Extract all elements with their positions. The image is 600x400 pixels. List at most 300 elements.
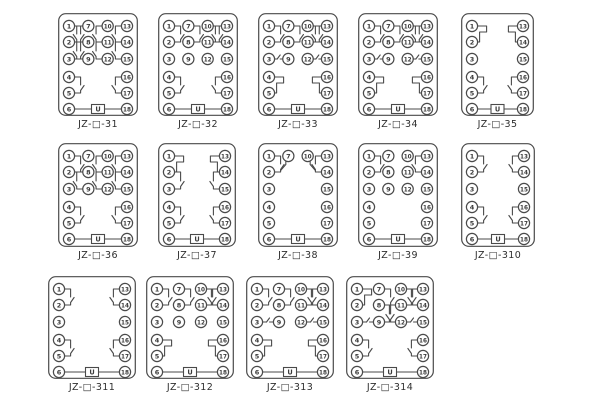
connection-line xyxy=(185,298,195,306)
coil-u-label: U xyxy=(89,368,95,377)
coil-u-label: U xyxy=(187,368,193,377)
terminal-number: 4 xyxy=(366,203,372,212)
terminal-number: 1 xyxy=(254,285,260,294)
terminal-4 xyxy=(466,201,477,212)
terminal-2 xyxy=(363,36,374,47)
terminal-number: 1 xyxy=(366,22,372,31)
relay-diagram xyxy=(346,276,434,394)
terminal-1 xyxy=(351,283,362,294)
connection-line xyxy=(512,156,518,164)
connection-line xyxy=(75,42,81,51)
terminal-number: 4 xyxy=(166,73,172,82)
terminal-14 xyxy=(321,166,332,177)
terminal-1 xyxy=(263,20,274,31)
terminal-6 xyxy=(53,366,64,377)
terminal-number: 6 xyxy=(266,235,272,244)
terminal-6 xyxy=(251,366,262,377)
connection-line xyxy=(413,26,419,34)
terminal-number: 5 xyxy=(366,219,372,228)
terminal-number: 16 xyxy=(219,338,227,345)
terminal-3 xyxy=(363,53,374,64)
terminal-number: 15 xyxy=(121,320,129,327)
terminal-14 xyxy=(119,299,130,310)
terminal-6 xyxy=(163,103,174,114)
terminal-number: 13 xyxy=(319,287,327,294)
terminal-number: 8 xyxy=(86,168,91,177)
terminal-17 xyxy=(317,350,328,361)
terminal-4 xyxy=(363,201,374,212)
terminal-1 xyxy=(363,150,374,161)
terminal-diagram-svg xyxy=(258,13,338,116)
terminal-number: 4 xyxy=(469,73,475,82)
relay-diagram xyxy=(146,276,234,394)
connection-line xyxy=(511,77,517,85)
terminal-14 xyxy=(317,299,328,310)
terminal-11 xyxy=(295,299,306,310)
terminal-5 xyxy=(63,217,74,228)
terminal-3 xyxy=(263,183,274,194)
terminal-number: 2 xyxy=(266,38,272,47)
terminal-number: 16 xyxy=(123,75,131,82)
terminal-14 xyxy=(518,166,529,177)
terminal-13 xyxy=(119,283,130,294)
connection-line xyxy=(75,216,85,224)
terminal-8 xyxy=(83,166,94,177)
connection-line xyxy=(175,26,181,34)
terminal-8 xyxy=(283,36,294,47)
terminal-16 xyxy=(321,71,332,82)
terminal-number: 2 xyxy=(66,38,72,47)
terminal-number: 3 xyxy=(56,318,62,327)
connection-line xyxy=(315,156,321,164)
connection-line xyxy=(408,349,418,357)
terminal-14 xyxy=(421,166,432,177)
terminal-7 xyxy=(173,283,184,294)
terminal-number: 14 xyxy=(219,303,227,310)
terminal-2 xyxy=(151,299,162,310)
terminal-13 xyxy=(518,150,529,161)
connection-line xyxy=(175,77,181,85)
terminal-12 xyxy=(395,316,406,327)
terminal-number: 18 xyxy=(323,237,331,244)
terminal-number: 3 xyxy=(66,185,72,194)
terminal-5 xyxy=(53,350,64,361)
terminal-15 xyxy=(517,53,528,64)
connection-line xyxy=(275,26,281,34)
terminal-15 xyxy=(317,316,328,327)
terminal-number: 5 xyxy=(266,89,272,98)
terminal-number: 13 xyxy=(221,154,229,161)
terminal-number: 10 xyxy=(103,24,112,31)
terminal-number: 4 xyxy=(266,203,272,212)
terminal-16 xyxy=(121,71,132,82)
terminal-17 xyxy=(219,217,230,228)
terminal-number: 15 xyxy=(323,187,331,194)
terminal-3 xyxy=(163,183,174,194)
terminal-14 xyxy=(121,166,132,177)
connection-line xyxy=(313,26,319,34)
terminal-12 xyxy=(295,316,306,327)
terminal-number: 5 xyxy=(66,89,72,98)
terminal-diagram-svg xyxy=(358,143,438,247)
terminal-3 xyxy=(63,183,74,194)
connection-line xyxy=(385,298,395,306)
connection-line xyxy=(411,318,414,322)
terminal-number: 17 xyxy=(219,354,227,361)
terminal-number: 5 xyxy=(166,219,172,228)
terminal-diagram-svg xyxy=(461,13,534,116)
terminal-6 xyxy=(466,103,477,114)
connection-line xyxy=(115,172,121,181)
connection-line xyxy=(96,26,102,34)
terminal-7 xyxy=(383,20,394,31)
coil-u-label: U xyxy=(194,235,200,244)
terminal-15 xyxy=(119,316,130,327)
terminal-number: 13 xyxy=(323,154,331,161)
terminal-number: 16 xyxy=(519,75,527,82)
terminal-10 xyxy=(202,20,213,31)
terminal-number: 5 xyxy=(154,352,160,361)
terminal-number: 7 xyxy=(176,285,182,294)
terminal-1 xyxy=(466,20,477,31)
connection-line xyxy=(215,26,221,34)
terminal-10 xyxy=(402,150,413,161)
terminal-number: 6 xyxy=(56,368,62,377)
terminal-number: 18 xyxy=(121,370,129,377)
terminal-number: 5 xyxy=(166,89,172,98)
connection-line xyxy=(212,86,222,94)
connection-line xyxy=(115,77,121,85)
relay-diagram xyxy=(158,13,238,131)
terminal-number: 2 xyxy=(254,301,260,310)
relay-diagram xyxy=(461,13,534,131)
terminal-8 xyxy=(83,36,94,47)
connection-line xyxy=(65,289,71,297)
connection-line xyxy=(96,42,102,51)
connection-line xyxy=(210,156,219,172)
connection-line xyxy=(363,349,373,357)
terminal-number: 14 xyxy=(423,170,431,177)
terminal-number: 1 xyxy=(66,152,72,161)
terminal-number: 17 xyxy=(221,221,229,228)
terminal-17 xyxy=(121,217,132,228)
terminal-13 xyxy=(221,20,232,31)
connection-line xyxy=(377,55,380,59)
terminal-17 xyxy=(518,217,529,228)
terminal-1 xyxy=(163,150,174,161)
connection-line xyxy=(508,26,517,42)
terminal-number: 15 xyxy=(319,320,327,327)
terminal-number: 4 xyxy=(166,203,172,212)
connection-line xyxy=(512,207,518,215)
terminal-number: 17 xyxy=(423,221,431,228)
connection-line xyxy=(263,340,272,356)
terminal-number: 10 xyxy=(103,154,112,161)
terminal-18 xyxy=(321,233,332,244)
terminal-17 xyxy=(217,350,228,361)
coil-u-label: U xyxy=(395,105,401,114)
terminal-17 xyxy=(119,350,130,361)
terminal-17 xyxy=(321,87,332,98)
terminal-6 xyxy=(363,103,374,114)
terminal-number: 17 xyxy=(423,91,431,98)
terminal-12 xyxy=(402,183,413,194)
terminal-number: 9 xyxy=(386,55,391,64)
terminal-14 xyxy=(421,36,432,47)
terminal-1 xyxy=(63,20,74,31)
terminal-number: 12 xyxy=(203,57,212,64)
coil-u-label: U xyxy=(387,368,393,377)
terminal-9 xyxy=(283,53,294,64)
terminal-number: 5 xyxy=(354,352,360,361)
connection-line xyxy=(294,26,300,34)
coil-u-label: U xyxy=(295,105,301,114)
terminal-number: 5 xyxy=(254,352,260,361)
terminal-2 xyxy=(263,166,274,177)
terminal-number: 1 xyxy=(469,22,475,31)
diagram-label: JZ-□-37 xyxy=(177,250,217,261)
terminal-number: 6 xyxy=(266,105,272,114)
relay-diagram xyxy=(48,276,136,394)
terminal-9 xyxy=(373,316,384,327)
terminal-number: 1 xyxy=(166,22,172,31)
coil-u-label: U xyxy=(95,105,101,114)
connection-line xyxy=(65,298,75,306)
terminal-17 xyxy=(417,350,428,361)
terminal-number: 14 xyxy=(221,170,229,177)
terminal-14 xyxy=(417,299,428,310)
terminal-number: 11 xyxy=(203,40,212,47)
terminal-4 xyxy=(363,71,374,82)
terminal-1 xyxy=(163,20,174,31)
terminal-16 xyxy=(518,201,529,212)
connection-line xyxy=(478,165,488,173)
connection-line xyxy=(175,156,184,172)
terminal-9 xyxy=(383,183,394,194)
connection-line xyxy=(175,216,185,224)
terminal-3 xyxy=(53,316,64,327)
coil-u-label: U xyxy=(295,235,301,244)
diagram-label: JZ-□-314 xyxy=(366,382,414,393)
terminal-number: 10 xyxy=(403,24,412,31)
terminal-1 xyxy=(53,283,64,294)
connection-line xyxy=(363,289,372,305)
terminal-number: 8 xyxy=(386,168,391,177)
terminal-number: 8 xyxy=(376,301,382,310)
terminal-5 xyxy=(251,350,262,361)
terminal-number: 10 xyxy=(303,154,312,161)
connection-line xyxy=(315,26,321,34)
terminal-diagram-svg xyxy=(246,276,334,379)
terminal-number: 7 xyxy=(86,22,91,31)
connection-line xyxy=(77,42,83,51)
connection-line xyxy=(415,156,421,164)
terminal-17 xyxy=(421,87,432,98)
connection-line xyxy=(478,156,484,164)
terminal-number: 3 xyxy=(366,55,372,64)
connection-line xyxy=(210,216,220,224)
terminal-18 xyxy=(421,103,432,114)
terminal-13 xyxy=(121,150,132,161)
connection-line xyxy=(110,298,120,306)
terminal-2 xyxy=(63,36,74,47)
terminal-12 xyxy=(195,316,206,327)
terminal-number: 1 xyxy=(469,152,475,161)
terminal-18 xyxy=(119,366,130,377)
connection-line xyxy=(75,26,81,34)
terminal-number: 17 xyxy=(519,91,527,98)
terminal-number: 15 xyxy=(423,57,431,64)
terminal-4 xyxy=(53,334,64,345)
terminal-18 xyxy=(518,233,529,244)
terminal-16 xyxy=(317,334,328,345)
terminal-2 xyxy=(466,166,477,177)
terminal-5 xyxy=(363,87,374,98)
terminal-10 xyxy=(295,283,306,294)
terminal-10 xyxy=(102,20,113,31)
connection-line xyxy=(267,318,270,322)
terminal-number: 14 xyxy=(423,40,431,47)
terminal-12 xyxy=(202,53,213,64)
connection-line xyxy=(213,172,219,181)
connection-line xyxy=(75,207,81,215)
terminal-number: 16 xyxy=(423,75,431,82)
terminal-5 xyxy=(151,350,162,361)
connection-line xyxy=(478,216,488,224)
terminal-2 xyxy=(263,36,274,47)
terminal-7 xyxy=(183,20,194,31)
connection-line xyxy=(415,26,421,34)
connection-line xyxy=(275,77,284,93)
connection-line xyxy=(112,86,122,94)
terminal-15 xyxy=(321,183,332,194)
terminal-11 xyxy=(202,36,213,47)
connection-line xyxy=(478,86,488,94)
terminal-number: 3 xyxy=(469,55,475,64)
terminal-16 xyxy=(517,71,528,82)
terminal-number: 4 xyxy=(56,336,62,345)
terminal-3 xyxy=(263,53,274,64)
terminal-3 xyxy=(466,53,477,64)
terminal-number: 17 xyxy=(419,354,427,361)
diagram-label: JZ-□-39 xyxy=(378,250,418,261)
terminal-14 xyxy=(321,36,332,47)
connection-line xyxy=(213,207,219,215)
terminal-number: 15 xyxy=(221,187,229,194)
terminal-number: 18 xyxy=(423,237,431,244)
terminal-4 xyxy=(163,71,174,82)
connection-line xyxy=(375,156,381,164)
terminal-18 xyxy=(517,103,528,114)
terminal-number: 18 xyxy=(423,107,431,114)
terminal-6 xyxy=(351,366,362,377)
terminal-4 xyxy=(466,71,477,82)
terminal-10 xyxy=(102,150,113,161)
terminal-number: 2 xyxy=(366,38,372,47)
terminal-11 xyxy=(395,299,406,310)
terminal-18 xyxy=(121,103,132,114)
terminal-number: 10 xyxy=(303,24,312,31)
terminal-15 xyxy=(518,183,529,194)
terminal-3 xyxy=(363,183,374,194)
terminal-2 xyxy=(163,166,174,177)
terminal-11 xyxy=(402,166,413,177)
diagram-label: JZ-□-31 xyxy=(78,119,118,130)
terminal-number: 2 xyxy=(166,38,172,47)
terminal-number: 17 xyxy=(123,91,131,98)
terminal-number: 3 xyxy=(166,185,172,194)
terminal-1 xyxy=(263,150,274,161)
terminal-number: 14 xyxy=(121,303,129,310)
terminal-7 xyxy=(283,150,294,161)
terminal-number: 11 xyxy=(303,40,312,47)
terminal-diagram-svg xyxy=(158,13,238,116)
terminal-number: 13 xyxy=(223,24,231,31)
terminal-11 xyxy=(102,166,113,177)
terminal-12 xyxy=(302,53,313,64)
terminal-number: 7 xyxy=(286,152,291,161)
connection-line xyxy=(375,26,381,34)
terminal-9 xyxy=(83,183,94,194)
terminal-1 xyxy=(63,150,74,161)
connection-line xyxy=(163,340,172,356)
terminal-6 xyxy=(163,233,174,244)
terminal-6 xyxy=(151,366,162,377)
connection-line xyxy=(213,26,219,34)
terminal-17 xyxy=(321,217,332,228)
terminal-number: 5 xyxy=(469,219,475,228)
terminal-number: 17 xyxy=(323,221,331,228)
terminal-5 xyxy=(163,87,174,98)
terminal-number: 10 xyxy=(397,287,405,294)
terminal-number: 7 xyxy=(276,285,282,294)
terminal-number: 12 xyxy=(103,57,112,64)
connection-line xyxy=(163,289,169,297)
connection-line xyxy=(277,55,280,59)
terminal-8 xyxy=(383,166,394,177)
terminal-number: 13 xyxy=(123,154,131,161)
terminal-number: 18 xyxy=(221,237,229,244)
terminal-5 xyxy=(63,87,74,98)
relay-diagram xyxy=(258,13,338,131)
terminal-number: 13 xyxy=(219,287,227,294)
terminal-13 xyxy=(317,283,328,294)
terminal-number: 8 xyxy=(386,38,391,47)
relay-diagram xyxy=(358,13,438,131)
terminal-number: 2 xyxy=(354,301,360,310)
terminal-number: 3 xyxy=(166,55,172,64)
terminal-number: 2 xyxy=(366,168,372,177)
terminal-number: 17 xyxy=(319,354,327,361)
connection-line xyxy=(478,77,484,85)
terminal-2 xyxy=(63,166,74,177)
terminal-number: 7 xyxy=(86,152,91,161)
terminal-8 xyxy=(273,299,284,310)
terminal-9 xyxy=(273,316,284,327)
terminal-3 xyxy=(151,316,162,327)
terminal-number: 15 xyxy=(520,187,528,194)
terminal-9 xyxy=(83,53,94,64)
terminal-number: 12 xyxy=(303,57,312,64)
connection-line xyxy=(411,340,417,348)
terminal-10 xyxy=(195,283,206,294)
terminal-15 xyxy=(221,53,232,64)
terminal-number: 9 xyxy=(186,55,191,64)
terminal-14 xyxy=(517,36,528,47)
terminal-number: 16 xyxy=(319,338,327,345)
connection-line xyxy=(113,340,119,348)
terminal-6 xyxy=(263,233,274,244)
